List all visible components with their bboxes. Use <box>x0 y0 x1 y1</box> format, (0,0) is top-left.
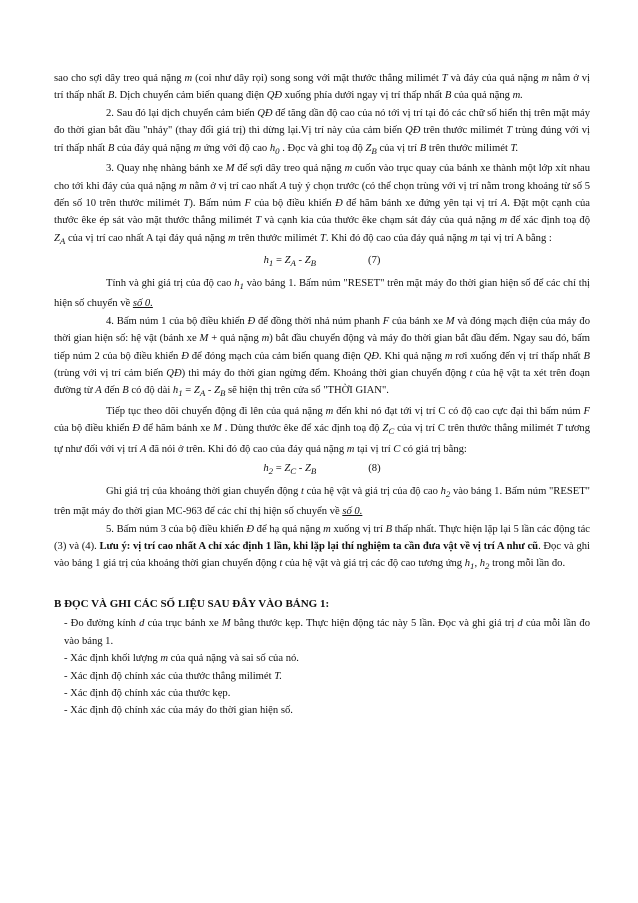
paragraph-step-4-continued: Tiếp tục theo dõi chuyển động đi lên của quả nặng m đến khi nó đạt tới vị trí C có độ cao cực đại thì bấm núm F của bộ điều khiển Đ để hãm bánh xe M . Dùng thước êke để xác định toạ độ $Z_C$ của vị trí C trên thước thẳng milimét T tương tự như đối với vị trí A đã nói ở trên. Khi đó độ cao của đáy quả nặng m tại vị trí C có giá trị bằng: <box>54 405 591 455</box>
list-item: - Xác định độ chính xác của thước thẳng milimét T. <box>64 670 282 682</box>
paragraph-continuation: sao cho sợi dây treo quả nặng m (coi như dây rọi) song song với mặt thước thẳng milimét T và đáy của quả nặng m nằm ở vị trí thấp nhất B. Dịch chuyển cảm biến quang điện QĐ xuống phía dưới ngay vị trí thấp nhất B của quả nặng m. <box>54 73 591 102</box>
paragraph-step-3: 3. Quay nhẹ nhàng bánh xe M để sợi dây treo quả nặng m cuốn vào trục quay của bánh xe thành một lớp xít nhau cho tới khi đáy của quả nặng m nằm ở vị trí cao nhất A tuỳ ý chọn trước (có thể chọn trùng với vị trí nằm trong khoảng từ số 5 đến số 10 trên thước milimét T). Bấm núm F của bộ điều khiển Đ để hãm bánh xe đứng yên tại vị trí A. Đặt một cạnh của thước êke ép sát vào mặt thước thẳng milimét T và cạnh kia của thước êke chạm sát đáy của quả nặng m để xác định toạ độ $Z_A$ của vị trí cao nhất A tại đáy quả nặng m trên thước milimét T. Khi đó độ cao của đáy quả nặng m tại vị trí A bằng : <box>54 163 590 246</box>
formula-number: (7) <box>368 255 381 267</box>
list-item: - Đo đường kính d của trục bánh xe M bằng thước kẹp. Thực hiện động tác này 5 lần. Đọc và ghi giá trị d của mỗi lần đo vào bảng 1. <box>64 618 591 647</box>
paragraph-step-4: 4. Bấm núm 1 của bộ điều khiển Đ để đồng thời nhả núm phanh F của bánh xe M và đóng mạch điện của máy đo thời gian hiện số: hệ vật (bánh xe M + quả nặng m) bắt đầu chuyển động và máy đo thời gian bắt đầu đếm. Ngay sau đó, bấm tiếp núm 2 của bộ điều khiển Đ để đóng mạch của cảm biến quang điện QĐ. Khi quả nặng m rơi xuống đến vị trí thấp nhất B (trùng với vị trí cảm biến QĐ) thì máy đo thời gian ngừng đếm. Khoảng thời gian chuyển động t của hệ vật ta xét trên đoạn đường từ A đến B có độ dài $h_1 = Z_A - Z_B$ sẽ hiện thị trên cửa sổ "THỜI GIAN". <box>54 315 590 399</box>
section-heading-b: B ĐỌC VÀ GHI CÁC SỐ LIỆU SAU ĐÂY VÀO BẢNG 1: <box>54 597 330 610</box>
list-item: - Xác định độ chính xác của máy đo thời gian hiện số. <box>64 705 293 717</box>
paragraph-h2-note: Ghi giá trị của khoảng thời gian chuyển động t của hệ vật và giá trị của độ cao $h_2$ vào bảng 1. Bấm núm "RESET" trên mặt máy đo thời gian MC-963 để các chỉ thị hiện số chuyển về số 0. <box>54 485 590 518</box>
list-item: - Xác định độ chính xác của thước kẹp. <box>64 687 231 699</box>
paragraph-h1-note: Tính và ghi giá trị của độ cao $h_1$ vào bảng 1. Bấm núm "RESET" trên mặt máy đo thời gian hiện số để các chỉ thị hiện số chuyển về số 0. <box>54 277 590 310</box>
measurement-list <box>54 615 590 719</box>
note-emphasis: Lưu ý: vị trí cao nhất A chỉ xác định 1 lần, khi lặp lại thí nghiệm ta cần đưa vật về vị trí A như cũ <box>99 541 539 553</box>
list-item: - Xác định khối lượng m của quả nặng và sai số của nó. <box>64 653 299 665</box>
paragraph-step-2: 2. Sau đó lại dịch chuyển cảm biến QĐ để tăng dần độ cao của nó tới vị trí tại đó các chữ số hiển thị trên mặt máy đo thời gian bắt đầu "nhảy" (thay đổi giá trị) thì dừng lại.Vị trí này của cảm biến QĐ trên thước milimét T trùng đúng với vị trí thấp nhất B của đáy quả nặng m ứng với độ cao $h_0$ . Đọc và ghi toạ độ $Z_B$ của vị trí B trên thước milimét T. <box>54 107 591 156</box>
paragraph-step-5: 5. Bấm núm 3 của bộ điều khiển Đ để hạ quả nặng m xuống vị trí B thấp nhất. Thực hiện lặp lại 5 lần các động tác (3) và (4). Lưu ý: vị trí cao nhất A chỉ xác định 1 lần, khi lặp lại thí nghiệm ta cần đưa vật về vị trí A như cũ. Đọc và ghi vào bảng 1 giá trị của khoảng thời gian chuyển động t của hệ vật và giá trị các độ cao tương ứng $h_1$, $h_2$ trong mỗi lần đo. <box>54 523 590 572</box>
formula-7: $h_1 = Z_A - Z_B$ (7) <box>54 252 590 273</box>
formula-number: (8) <box>368 463 381 475</box>
formula-8: $h_2 = Z_C - Z_B$ (8) <box>54 460 590 481</box>
